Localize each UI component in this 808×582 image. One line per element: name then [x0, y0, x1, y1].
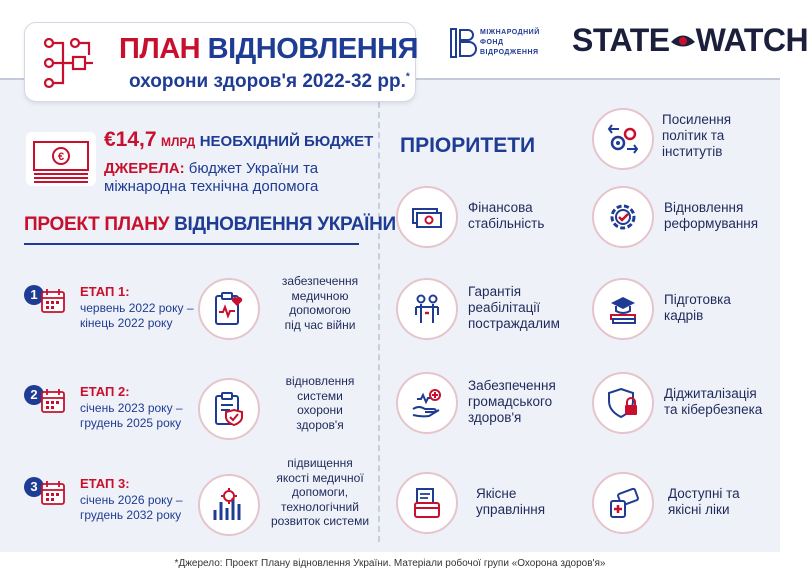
priority-label-line: Підготовка	[664, 292, 731, 307]
section-title	[24, 214, 396, 236]
sources-text: бюджет України та	[188, 160, 319, 177]
priority-label-line: Посилення	[662, 112, 732, 127]
priority-icon-circle	[396, 186, 458, 248]
stage-desc-line: технологічний	[281, 499, 359, 514]
budget-amount	[104, 128, 373, 152]
stage-3	[20, 456, 370, 554]
stage-desc-line: допомоги,	[291, 485, 349, 499]
stage-dates	[80, 301, 194, 331]
clipboard-heart-icon	[212, 292, 246, 326]
stage-date-line: січень 2023 року –	[80, 401, 183, 415]
stage-2	[20, 372, 370, 462]
priority-icon-circle	[396, 372, 458, 434]
priority-icon-circle	[592, 372, 654, 434]
priority-label-line: Доступні та	[668, 486, 740, 501]
source-footnote: *Джерело: Проект Плану відновлення України. Матеріали робочої групи «Охорона здоров'я»	[174, 558, 606, 569]
stage-date-line: січень 2026 року –	[80, 493, 183, 507]
title-red: ПЛАН	[119, 33, 201, 65]
priority-public-health	[396, 372, 576, 442]
stage-desc-line: забезпечення	[281, 274, 359, 288]
priority-icon-circle	[396, 472, 458, 534]
stage-desc-line: здоров'я	[296, 417, 344, 432]
priority-label	[476, 486, 545, 518]
priority-label-line: політик та	[662, 128, 725, 143]
priority-label-line: управління	[476, 502, 546, 517]
pills-icon	[607, 487, 639, 519]
priority-label-line: Відновлення	[664, 200, 744, 215]
stage-icon-circle	[198, 278, 260, 340]
priority-label-line: здоров'я	[468, 410, 522, 425]
hand-heartbeat-icon	[411, 387, 443, 419]
priority-label-line: Фінансова	[468, 200, 533, 215]
fund-name-line: ФОНД	[480, 39, 504, 46]
stage-date-line: кінець 2022 року	[80, 316, 173, 330]
stage-icon-circle	[198, 474, 260, 536]
graduation-books-icon	[607, 293, 639, 325]
briefcase-document-icon	[411, 487, 443, 519]
statewatch-logo	[572, 22, 808, 59]
stage-desc-line: підвищення	[287, 456, 353, 470]
fund-name-line: МІЖНАРОДНИЙ	[480, 29, 540, 36]
money-icon	[26, 132, 96, 186]
priority-label	[664, 386, 762, 418]
priority-icon-circle	[592, 472, 654, 534]
priorities-title: ПРІОРИТЕТИ	[400, 134, 536, 157]
stage-number: 2	[24, 385, 44, 405]
fund-logo-icon	[450, 28, 474, 58]
priority-finance	[396, 186, 576, 256]
stage-1	[20, 272, 370, 362]
priority-icon-circle	[592, 186, 654, 248]
budget-value: €14,7	[104, 128, 157, 151]
priority-label-line: стабільність	[468, 216, 545, 231]
priority-reform	[592, 186, 772, 256]
priority-policies	[592, 108, 772, 178]
fund-name	[480, 28, 540, 58]
priority-label	[664, 200, 758, 232]
svg-text:€: €	[57, 151, 65, 163]
fund-name-line: ВІДРОДЖЕННЯ	[480, 49, 539, 56]
stage-date-line: червень 2022 року –	[80, 301, 194, 315]
priority-label-line: громадського	[468, 394, 553, 409]
priority-label-line: та кібербезпека	[664, 402, 763, 417]
sources-text: міжнародна технічна допомога	[104, 178, 319, 195]
priority-label-line: кадрів	[664, 308, 704, 323]
footnote-mark: *	[405, 71, 410, 83]
column-divider	[378, 102, 380, 542]
priority-icon-circle	[592, 108, 654, 170]
sources-label: ДЖЕРЕЛА:	[104, 160, 185, 177]
stage-desc-line: допомогою	[289, 303, 351, 317]
calendar-icon	[40, 388, 66, 414]
stage-dates	[80, 493, 183, 523]
priority-management	[396, 472, 576, 542]
stage-description	[270, 274, 370, 332]
growth-chart-icon	[212, 488, 246, 522]
priority-label-line: якісні ліки	[668, 502, 730, 517]
priority-label-line: Забезпечення	[468, 378, 556, 393]
budget-sources	[104, 160, 318, 196]
stage-desc-line: медичною	[291, 288, 349, 303]
priority-label-line: реабілітації	[468, 300, 541, 315]
stage-number: 1	[24, 285, 44, 305]
stage-description	[270, 374, 370, 432]
priority-training	[592, 278, 772, 348]
stage-desc-line: відновлення	[285, 374, 355, 388]
eye-icon	[670, 31, 696, 51]
priority-rehabilitation	[396, 278, 576, 348]
banknotes-icon	[411, 201, 443, 233]
gear-check-icon	[607, 201, 639, 233]
stage-desc-line: під час війни	[284, 317, 356, 332]
priority-label-line: інститутів	[662, 144, 723, 159]
shield-lock-icon	[607, 387, 639, 419]
statewatch-logo-text: WATCH	[695, 22, 808, 58]
stage-title: ЕТАП 1:	[80, 284, 130, 299]
priority-icon-circle	[592, 278, 654, 340]
stage-number: 3	[24, 477, 44, 497]
subtitle-text: охорони здоров'я 2022-32 рр.	[129, 71, 406, 92]
gears-icon	[607, 123, 639, 155]
budget-label: НЕОБХІДНИЙ БЮДЖЕТ	[199, 133, 374, 150]
budget-unit: МЛРД	[161, 135, 196, 149]
stage-desc-line: якості медичної	[276, 470, 364, 485]
stage-desc-line: охорони	[297, 403, 343, 417]
priority-label	[468, 378, 556, 426]
stage-desc-line: розвиток системи	[270, 514, 370, 528]
stage-date-line: грудень 2032 року	[80, 508, 182, 522]
priority-label-line: постраждалим	[468, 316, 560, 331]
page-title	[119, 33, 418, 66]
priority-label-line: Гарантія	[468, 284, 522, 299]
people-support-icon	[411, 293, 443, 325]
calendar-icon	[40, 288, 66, 314]
stage-description	[270, 456, 370, 529]
title-blue: ВІДНОВЛЕННЯ	[207, 33, 418, 65]
priority-label	[468, 284, 560, 332]
flowchart-icon	[41, 35, 101, 91]
priority-label	[468, 200, 544, 232]
stage-icon-circle	[198, 378, 260, 440]
priority-digital	[592, 372, 772, 442]
priority-icon-circle	[396, 278, 458, 340]
priority-label	[662, 112, 731, 160]
priority-label-line: Якісне	[476, 486, 517, 501]
statewatch-logo-text: STATE	[572, 22, 670, 58]
clipboard-shield-icon	[212, 392, 246, 426]
section-title-blue: ВІДНОВЛЕННЯ УКРАЇНИ	[174, 214, 396, 235]
calendar-icon	[40, 480, 66, 506]
priority-label	[668, 486, 740, 518]
section-underline	[24, 243, 359, 245]
title-card	[24, 22, 416, 102]
stage-date-line: грудень 2025 року	[80, 416, 182, 430]
stage-desc-line: системи	[297, 388, 343, 403]
page-subtitle	[129, 71, 410, 93]
priority-label-line: Діджиталізація	[664, 386, 757, 401]
section-title-red: ПРОЕКТ ПЛАНУ	[24, 214, 170, 235]
stage-dates	[80, 401, 183, 431]
priority-label-line: реформування	[664, 216, 759, 231]
stage-title: ЕТАП 2:	[80, 384, 130, 399]
stage-title: ЕТАП 3:	[80, 476, 130, 491]
priority-medicines	[592, 472, 772, 542]
priority-label	[664, 292, 731, 324]
